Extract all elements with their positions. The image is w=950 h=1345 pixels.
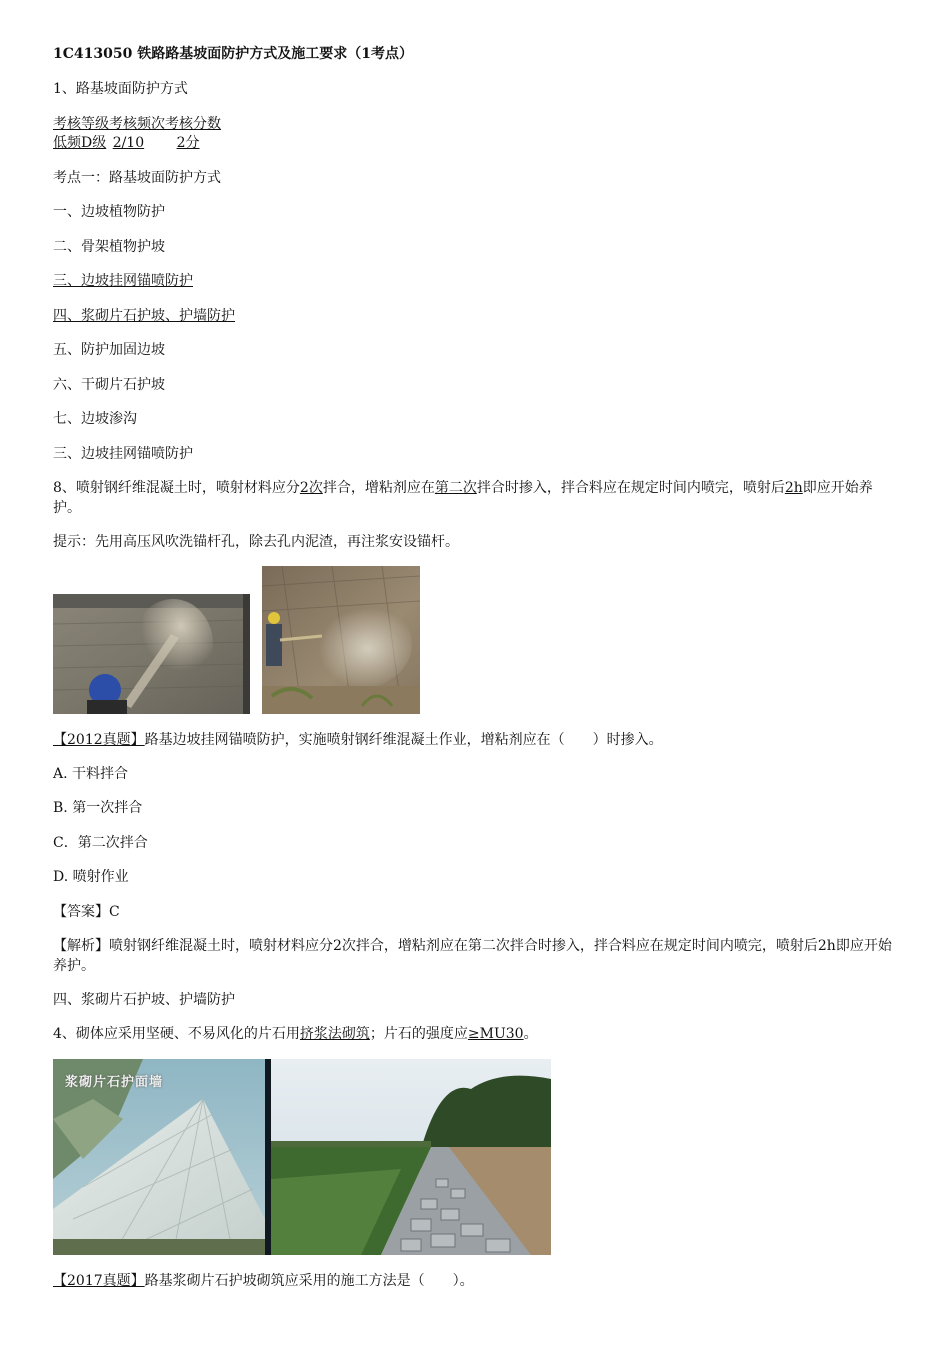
photo-caption: 浆砌片石护面墙 bbox=[65, 1075, 164, 1090]
question-tag: 【2012真题】 bbox=[53, 732, 145, 748]
list-item: 二、骨架植物护坡 bbox=[53, 239, 165, 255]
shotcrete-wall-photo bbox=[53, 594, 250, 714]
option-d: D. 喷射作业 bbox=[53, 869, 129, 885]
question-2012: 【2012真题】路基边坡挂网锚喷防护，实施喷射钢纤维混凝土作业，增粘剂应在（ ）时掺入。 bbox=[53, 732, 663, 748]
table-freq: 2/10 bbox=[112, 135, 145, 151]
option-b: B. 第一次拌合 bbox=[53, 800, 143, 816]
section-heading: 三、边坡挂网锚喷防护 bbox=[53, 446, 193, 462]
table-row bbox=[53, 134, 200, 152]
section-heading: 四、浆砌片石护坡、护墙防护 bbox=[53, 992, 235, 1008]
list-item: 七、边坡渗沟 bbox=[53, 411, 137, 427]
paragraph-4: 4、砌体应采用坚硬、不易风化的片石用挤浆法砌筑；片石的强度应≥MU30。 bbox=[53, 1026, 538, 1042]
section-heading: 1、路基坡面防护方式 bbox=[53, 81, 188, 97]
paragraph-8: 8、喷射钢纤维混凝土时，喷射材料应分2次拌合，增粘剂应在第二次拌合时掺入，拌合料应在规定时间内喷完，喷射后2h即应开始养护。 bbox=[53, 480, 873, 516]
masonry-wall-photo bbox=[53, 1059, 271, 1255]
point-heading: 考点一：路基坡面防护方式 bbox=[53, 170, 221, 186]
list-item: 六、干砌片石护坡 bbox=[53, 377, 165, 393]
question-2017: 【2017真题】路基浆砌片石护坡砌筑应采用的施工方法是（ ）。 bbox=[53, 1273, 474, 1289]
table-level: 低频D级 bbox=[53, 135, 107, 151]
option-a: A. 干料拌合 bbox=[53, 766, 129, 782]
option-c: C．第二次拌合 bbox=[53, 835, 148, 851]
slope-spraying-photo bbox=[262, 566, 420, 714]
answer-text: 【答案】C bbox=[53, 904, 120, 920]
analysis-text: 【解析】喷射钢纤维混凝土时，喷射材料应分2次拌合，增粘剂应在第二次拌合时掺入，拌合料应在规定时间内喷完，喷射后2h即应开始养护。 bbox=[53, 938, 892, 974]
stone-slope-photo bbox=[271, 1059, 551, 1255]
doc-title: 1C413050 铁路路基坡面防护方式及施工要求（1考点） bbox=[53, 46, 413, 62]
tip-text: 提示：先用高压风吹洗锚杆孔，除去孔内泥渣，再注浆安设锚杆。 bbox=[53, 534, 459, 550]
table-score: 2分 bbox=[176, 135, 200, 151]
question-tag: 【2017真题】 bbox=[53, 1273, 145, 1289]
list-item: 三、边坡挂网锚喷防护 bbox=[53, 273, 193, 289]
list-item: 一、边坡植物防护 bbox=[53, 204, 165, 220]
table-header: 考核等级考核频次考核分数 bbox=[53, 116, 221, 132]
list-item: 四、浆砌片石护坡、护墙防护 bbox=[53, 308, 235, 324]
list-item: 五、防护加固边坡 bbox=[53, 342, 165, 358]
